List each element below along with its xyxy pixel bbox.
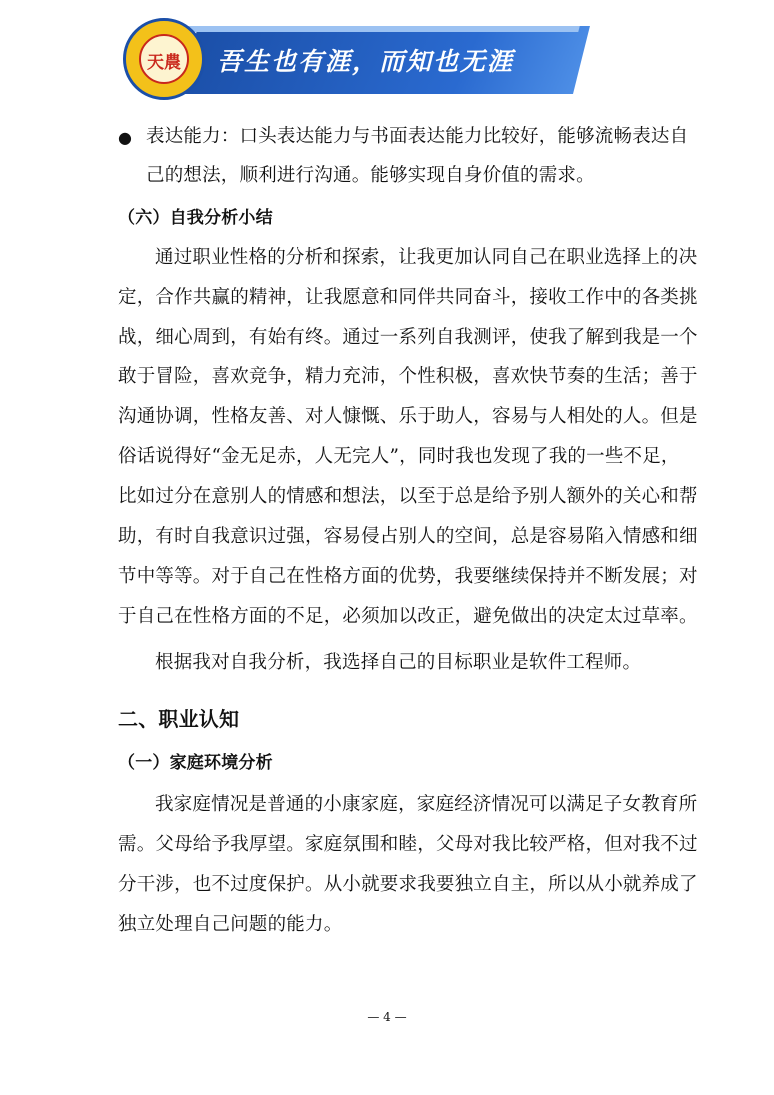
- banner-stripe: [186, 26, 579, 32]
- logo-emblem: [139, 34, 189, 84]
- section-heading-family-environment: （一）家庭环境分析: [118, 753, 273, 773]
- bullet-line-1: 表达能力：口头表达能力与书面表达能力比较好，能够流畅表达自: [146, 126, 689, 147]
- header-banner: [121, 18, 561, 104]
- bullet-line-2: 己的想法，顺利进行沟通。能够实现自身价值的需求。: [146, 165, 595, 186]
- paragraph-line: 助，有时自我意识过强，容易侵占别人的空间，总是容易陷入情感和细: [118, 526, 698, 547]
- page-number: — 4 —: [367, 1010, 407, 1024]
- section-heading-self-analysis-summary: （六）自我分析小结: [118, 208, 273, 228]
- paragraph-line: 我家庭情况是普通的小康家庭，家庭经济情况可以满足子女教育所: [155, 794, 698, 815]
- paragraph-line: 通过职业性格的分析和探索，让我更加认同自己在职业选择上的决: [155, 247, 698, 268]
- paragraph-career-choice: 根据我对自我分析，我选择自己的目标职业是软件工程师。: [155, 652, 642, 673]
- paragraph-line: 节中等等。对于自己在性格方面的优势，我要继续保持并不断发展；对: [118, 566, 698, 587]
- paragraph-line: 于自己在性格方面的不足，必须加以改正，避免做出的决定太过草率。: [118, 606, 698, 627]
- paragraph-line: 分干涉，也不过度保护。从小就要求我要独立自主，所以从小就养成了: [118, 874, 698, 895]
- paragraph-line: 俗话说得好“金无足赤，人无完人”，同时我也发现了我的一些不足，: [118, 446, 680, 467]
- paragraph-line: 敢于冒险，喜欢竞争，精力充沛，个性积极，喜欢快节奏的生活；善于: [118, 366, 698, 387]
- paragraph-line: 定，合作共赢的精神，让我愿意和同伴共同奋斗，接收工作中的各类挑: [118, 287, 698, 308]
- paragraph-line: 需。父母给予我厚望。家庭氛围和睦，父母对我比较严格，但对我不过: [118, 834, 698, 855]
- motto-text: 吾生也有涯，而知也无涯: [217, 47, 515, 76]
- chapter-heading-career-cognition: 二、职业认知: [118, 707, 240, 731]
- paragraph-line: 比如过分在意别人的情感和想法，以至于总是给予别人额外的关心和帮: [118, 486, 698, 507]
- paragraph-line: 独立处理自己问题的能力。: [118, 914, 343, 935]
- paragraph-line: 沟通协调，性格友善、对人慷慨、乐于助人，容易与人相处的人。但是: [118, 406, 698, 427]
- paragraph-line: 战，细心周到，有始有终。通过一系列自我测评，使我了解到我是一个: [118, 327, 698, 348]
- university-logo: [123, 18, 205, 100]
- bullet-icon: ●: [118, 128, 132, 147]
- logo-mark: 天農: [147, 53, 181, 73]
